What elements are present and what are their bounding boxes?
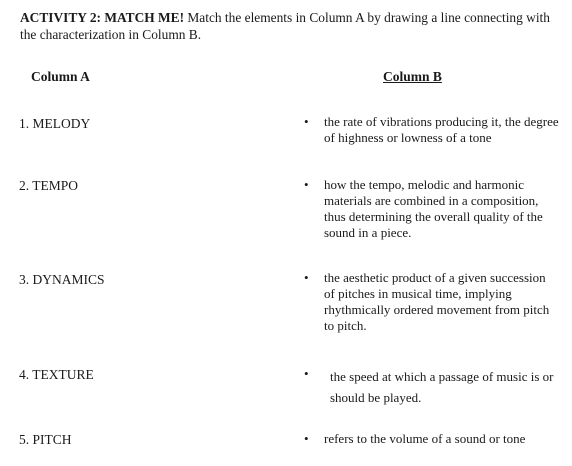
column-b-header: Column B [383,69,442,84]
column-a-item-texture: 4. TEXTURE [19,367,94,382]
column-b-item-pitch-definition: the rate of vibrations producing it, the degree of highness or lowness of a tone [324,114,559,145]
column-b-item-tempo-definition: the speed at which a passage of music is or should be played. [330,369,554,405]
bullet-icon: • [304,431,309,446]
column-a-item-dynamics: 3. DYNAMICS [19,272,105,287]
activity-instructions [20,9,565,43]
bullet-icon: • [304,366,309,381]
column-a-item-pitch: 5. PITCH [19,432,72,447]
bullet-icon: • [304,114,309,129]
column-b-item-melody-definition: the aesthetic product of a given succession of pitches in musical time, implying rhythmically ordered movement from pitch to pitch. [324,270,550,333]
column-a-header: Column A [31,69,90,84]
bullet-icon: • [304,270,309,285]
column-b-item-dynamics-definition: refers to the volume of a sound or tone [324,431,526,446]
activity-instruction-text: Match the elements in Column A by drawing a line connecting with the characterization in Column B. [20,10,550,42]
activity-title: ACTIVITY 2: MATCH ME! [20,10,185,25]
column-b-item-texture-definition: how the tempo, melodic and harmonic materials are combined in a composition, thus determining the overall quality of the sound in a piece. [324,177,543,240]
column-a-item-melody: 1. MELODY [19,116,91,131]
bullet-icon: • [304,177,309,192]
column-a-item-tempo: 2. TEMPO [19,178,79,193]
